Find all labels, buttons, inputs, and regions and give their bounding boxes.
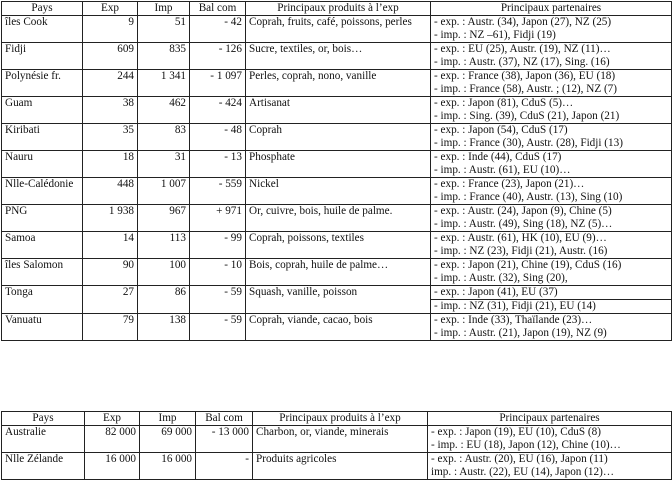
cell-partenaires (431, 259, 672, 286)
header-partenaires: Principaux partenaires (428, 412, 672, 426)
cell-partenaires (431, 314, 672, 341)
cell-pays: Nauru (2, 151, 83, 178)
cell-imp: 31 (138, 151, 190, 178)
cell-partenaires (431, 151, 672, 178)
cell-bal: - (196, 453, 253, 480)
cell-produits: Coprah, fruits, café, poissons, perles (246, 16, 431, 43)
partner-imp: - imp. : EU (18), Japon (12), Chine (10)… (431, 439, 621, 451)
cell-pays: Australie (2, 426, 85, 453)
table-row (2, 124, 672, 151)
partner-exp: - exp. : Inde (33), Thaïlande (23)… (434, 314, 593, 326)
cell-pays: Nlle-Calédonie (2, 178, 83, 205)
cell-exp: 38 (83, 97, 138, 124)
header-row (2, 2, 672, 16)
cell-imp: 69 000 (140, 426, 196, 453)
partner-imp: - imp. : Austr. (37), NZ (17), Sing. (16) (434, 56, 610, 68)
cell-produits: Artisanat (246, 97, 431, 124)
table-row (2, 151, 672, 178)
cell-produits: Or, cuivre, bois, huile de palme. (246, 205, 431, 232)
cell-exp: 14 (83, 232, 138, 259)
header-produits: Principaux produits à l’exp (246, 2, 431, 16)
table-row (2, 70, 672, 97)
cell-produits: Coprah, viande, cacao, bois (246, 314, 431, 341)
cell-pays: Kiribati (2, 124, 83, 151)
header-partenaires: Principaux partenaires (431, 2, 672, 16)
cell-bal: - 1 097 (190, 70, 246, 97)
cell-exp: 9 (83, 16, 138, 43)
cell-pays: PNG (2, 205, 83, 232)
cell-produits: Bois, coprah, huile de palme… (246, 259, 431, 286)
cell-imp: 1 341 (138, 70, 190, 97)
table-row (2, 426, 672, 453)
cell-imp: 86 (138, 286, 190, 314)
cell-exp: 27 (83, 286, 138, 314)
cell-imp: 83 (138, 124, 190, 151)
cell-partenaires (431, 16, 672, 43)
partner-exp: - exp. : France (23), Japon (21)… (434, 178, 585, 190)
table-row (2, 453, 672, 480)
partner-exp: - exp. : Inde (44), CduS (17) (434, 151, 562, 163)
cell-bal: - 10 (190, 259, 246, 286)
table-row (2, 178, 672, 205)
cell-exp: 448 (83, 178, 138, 205)
partner-exp: - exp. : Japon (81), CduS (5)… (434, 97, 574, 109)
cell-exp: 82 000 (85, 426, 140, 453)
partner-exp: - exp. : Japon (54), CduS (17) (434, 124, 568, 136)
cell-bal: + 971 (190, 205, 246, 232)
australasia-trade-table (1, 411, 672, 480)
cell-pays: Fidji (2, 43, 83, 70)
partner-exp: - exp. : Austr. (61), HK (10), EU (9)… (434, 232, 607, 244)
cell-bal: - 99 (190, 232, 246, 259)
cell-pays: Vanuatu (2, 314, 83, 341)
cell-produits: Nickel (246, 178, 431, 205)
cell-partenaires (428, 426, 672, 453)
partner-exp: - exp. : Austr. (20), EU (16), Japon (11) (431, 453, 608, 465)
table-row (2, 259, 672, 286)
partner-imp: - imp. : NZ (31), Fidji (21), EU (14) (431, 300, 672, 314)
cell-bal: - 13 000 (196, 426, 253, 453)
partner-imp: - imp. : France (58), Austr. ; (12), NZ (7) (434, 83, 618, 95)
cell-imp: 100 (138, 259, 190, 286)
cell-bal: - 126 (190, 43, 246, 70)
cell-imp: 51 (138, 16, 190, 43)
table-row (2, 97, 672, 124)
cell-produits: Squash, vanille, poisson (246, 286, 431, 314)
partner-imp: - imp. : France (40), Austr. (13), Sing (10) (434, 191, 623, 203)
cell-bal: - 42 (190, 16, 246, 43)
cell-partenaires (428, 453, 672, 480)
cell-exp: 79 (83, 314, 138, 341)
cell-pays: Nlle Zélande (2, 453, 85, 480)
cell-bal: - 59 (190, 286, 246, 314)
cell-partenaires (431, 43, 672, 70)
cell-produits: Phosphate (246, 151, 431, 178)
header-pays: Pays (2, 412, 85, 426)
cell-bal: - 13 (190, 151, 246, 178)
cell-exp: 16 000 (85, 453, 140, 480)
partner-imp: - imp. : Austr. (61), EU (10)… (434, 164, 571, 176)
partner-exp: - exp. : EU (25), Austr. (19), NZ (11)… (434, 43, 611, 55)
header-exp: Exp (85, 412, 140, 426)
cell-partenaires (431, 232, 672, 259)
partner-imp: - imp. : NZ (23), Fidji (21), Austr. (16) (434, 245, 608, 257)
header-bal: Bal com (196, 412, 253, 426)
header-bal: Bal com (190, 2, 246, 16)
cell-exp: 609 (83, 43, 138, 70)
cell-partenaires (431, 70, 672, 97)
header-imp: Imp (138, 2, 190, 16)
partner-exp: - exp. : Japon (19), EU (10), CduS (8) (431, 426, 601, 438)
header-imp: Imp (140, 412, 196, 426)
table-row (2, 314, 672, 341)
partner-exp: - exp. : France (38), Japon (36), EU (18) (434, 70, 616, 82)
cell-imp: 462 (138, 97, 190, 124)
cell-exp: 35 (83, 124, 138, 151)
partner-imp: - imp. : Sing. (39), CduS (21), Japon (21) (434, 110, 620, 122)
partner-imp: - imp. : Austr. (21), Japon (19), NZ (9) (434, 327, 607, 339)
partner-imp: - imp. : Austr. (32), Sing (20), (434, 272, 568, 284)
pacific-trade-table (1, 1, 672, 341)
header-pays: Pays (2, 2, 83, 16)
table-row (2, 205, 672, 232)
partner-exp: - exp. : Austr. (24), Japon (9), Chine (5) (434, 205, 612, 217)
table-row (2, 16, 672, 43)
header-row (2, 412, 672, 426)
partner-imp: - imp. : NZ –61), Fidji (19) (434, 29, 556, 41)
cell-produits: Coprah, poissons, textiles (246, 232, 431, 259)
cell-produits: Sucre, textiles, or, bois… (246, 43, 431, 70)
cell-partenaires (431, 97, 672, 124)
header-exp: Exp (83, 2, 138, 16)
cell-partenaires (431, 205, 672, 232)
cell-imp: 1 007 (138, 178, 190, 205)
cell-exp: 1 938 (83, 205, 138, 232)
cell-imp: 138 (138, 314, 190, 341)
cell-bal: - 59 (190, 314, 246, 341)
cell-imp: 967 (138, 205, 190, 232)
table-row (2, 286, 672, 300)
cell-imp: 835 (138, 43, 190, 70)
cell-produits: Perles, coprah, nono, vanille (246, 70, 431, 97)
partner-imp: imp. : Austr. (22), EU (14), Japon (12)… (431, 466, 615, 478)
cell-exp: 244 (83, 70, 138, 97)
cell-exp: 90 (83, 259, 138, 286)
cell-pays: îles Salomon (2, 259, 83, 286)
partner-exp: - exp. : Japon (21), Chine (19), CduS (16) (434, 259, 622, 271)
cell-imp: 113 (138, 232, 190, 259)
table-row (2, 232, 672, 259)
partner-imp: - imp. : France (30), Austr. (28), Fidji (13) (434, 137, 623, 149)
cell-pays: Samoa (2, 232, 83, 259)
cell-pays: Tonga (2, 286, 83, 314)
cell-exp: 18 (83, 151, 138, 178)
cell-bal: - 424 (190, 97, 246, 124)
cell-partenaires (431, 178, 672, 205)
cell-pays: îles Cook (2, 16, 83, 43)
table-row (2, 43, 672, 70)
partner-exp: - exp. : Austr. (34), Japon (27), NZ (25) (434, 16, 612, 28)
cell-imp: 16 000 (140, 453, 196, 480)
partner-imp: - imp. : Austr. (49), Sing (18), NZ (5)… (434, 218, 613, 230)
cell-partenaires (431, 124, 672, 151)
header-produits: Principaux produits à l’exp (253, 412, 428, 426)
partner-exp: - exp. : Japon (41), EU (37) (431, 286, 672, 300)
cell-bal: - 559 (190, 178, 246, 205)
cell-pays: Guam (2, 97, 83, 124)
cell-bal: - 48 (190, 124, 246, 151)
cell-produits: Produits agricoles (253, 453, 428, 480)
cell-produits: Charbon, or, viande, minerais (253, 426, 428, 453)
cell-pays: Polynésie fr. (2, 70, 83, 97)
cell-produits: Coprah (246, 124, 431, 151)
